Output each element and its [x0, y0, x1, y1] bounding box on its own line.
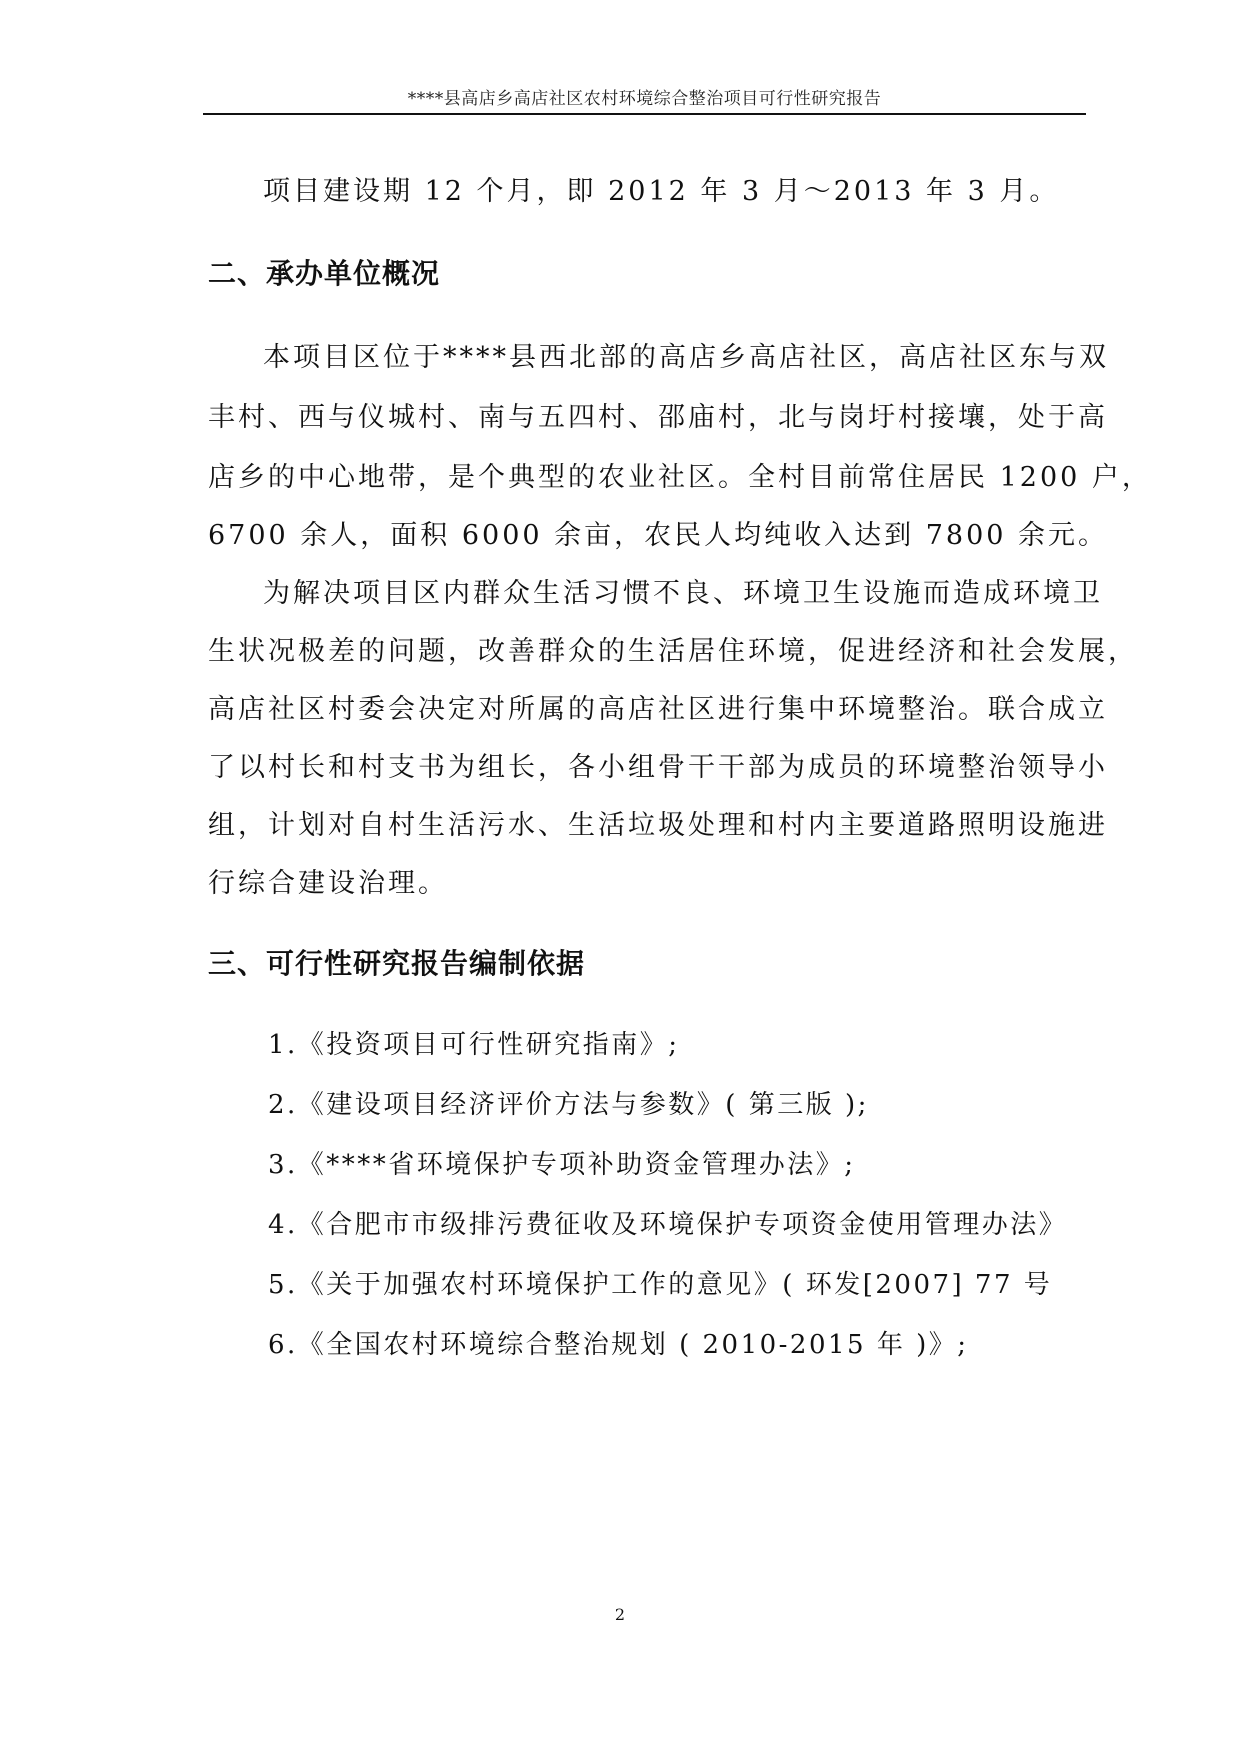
reference-list-item: 3.《****省环境保护专项补助资金管理办法》; [268, 1150, 856, 1180]
paragraph-line: 6700 余人，面积 6000 余亩，农民人均纯收入达到 7800 余元。 [208, 520, 1109, 551]
section-2-heading: 二、承办单位概况 [208, 257, 441, 290]
paragraph-line: 组，计划对自村生活污水、生活垃圾处理和村内主要道路照明设施进 [208, 810, 1108, 841]
paragraph-line: 店乡的中心地带，是个典型的农业社区。全村目前常住居民 1200 户， [208, 462, 1152, 493]
running-header: ****县高店乡高店社区农村环境综合整治项目可行性研究报告 [407, 89, 882, 109]
paragraph-line: 生状况极差的问题，改善群众的生活居住环境，促进经济和社会发展， [208, 636, 1138, 667]
paragraph-line: 丰村、西与仪城村、南与五四村、邵庙村，北与岗圩村接壤，处于高 [208, 402, 1108, 433]
paragraph-line: 高店社区村委会决定对所属的高店社区进行集中环境整治。联合成立 [208, 694, 1108, 725]
reference-list-item: 6.《全国农村环境综合整治规划 ( 2010-2015 年 )》; [268, 1330, 969, 1360]
section-3-heading: 三、可行性研究报告编制依据 [208, 947, 586, 980]
paragraph-line: 了以村长和村支书为组长，各小组骨干干部为成员的环境整治领导小 [208, 752, 1108, 783]
header-rule [203, 113, 1086, 115]
reference-list-item: 4.《合肥市市级排污费征收及环境保护专项资金使用管理办法》 [268, 1210, 1068, 1240]
paragraph-line: 行综合建设治理。 [208, 868, 448, 899]
paragraph-line: 为解决项目区内群众生活习惯不良、环境卫生设施而造成环境卫 [263, 578, 1103, 609]
reference-list-item: 2.《建设项目经济评价方法与参数》( 第三版 ); [268, 1090, 869, 1120]
paragraph-line: 本项目区位于****县西北部的高店乡高店社区，高店社区东与双 [263, 342, 1109, 373]
page-number: 2 [614, 1605, 626, 1624]
reference-list-item: 1.《投资项目可行性研究指南》; [268, 1030, 680, 1060]
reference-list-item: 5.《关于加强农村环境保护工作的意见》( 环发[2007] 77 号 [268, 1270, 1053, 1300]
intro-line: 项目建设期 12 个月，即 2012 年 3 月～2013 年 3 月。 [263, 176, 1060, 207]
